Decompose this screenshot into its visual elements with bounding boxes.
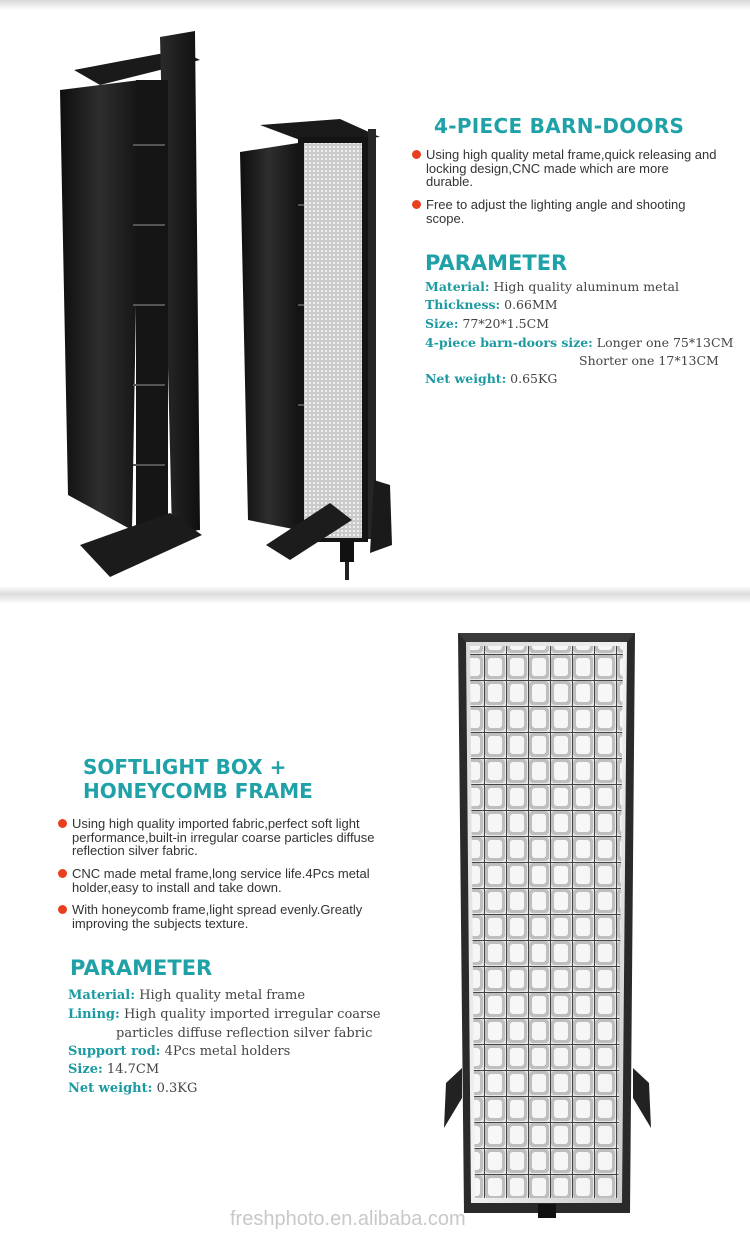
param-thickness: Thickness: 0.66MM <box>425 297 558 312</box>
param2-lining: Lining: High quality imported irregular coarse <box>68 1007 381 1022</box>
bullet-dot-icon <box>58 869 67 878</box>
section2-bullet-3: With honeycomb frame,light spread evenly.Greatly improving the subjects texture. <box>58 903 393 930</box>
param-barn-doors-size: 4-piece barn-doors size: Longer one 75*13CM <box>425 335 734 350</box>
param2-lining-line2: particles diffuse reflection silver fabric <box>116 1026 373 1041</box>
bullet-dot-icon <box>412 150 421 159</box>
param2-net-weight: Net weight: 0.3KG <box>68 1081 198 1096</box>
section2-bullet-1: Using high quality imported fabric,perfect soft light performance,built-in irregular coarse particles diffuse reflection silver fabric. <box>58 817 393 858</box>
param-size: Size: 77*20*1.5CM <box>425 316 549 331</box>
softbox-honeycomb-product-image <box>440 628 655 1224</box>
param2-size: Size: 14.7CM <box>68 1062 160 1077</box>
param-material: Material: High quality aluminum metal <box>425 279 679 294</box>
bullet-dot-icon <box>58 819 67 828</box>
bullet-dot-icon <box>412 200 421 209</box>
section2-bullet-2: CNC made metal frame,long service life.4Pcs metal holder,easy to install and take down. <box>58 867 393 894</box>
top-shadow <box>0 0 750 10</box>
barn-doors-product-image <box>40 25 410 585</box>
watermark-text: freshphoto.en.alibaba.com <box>230 1208 466 1230</box>
section2-title-line2: HONEYCOMB FRAME <box>83 779 313 803</box>
section2-parameter-title: PARAMETER <box>70 956 213 980</box>
section1-bullet-1: Using high quality metal frame,quick releasing and locking design,CNC made which are more durable. <box>412 148 717 189</box>
section2-title-line1: SOFTLIGHT BOX + <box>83 755 287 779</box>
param2-material: Material: High quality metal frame <box>68 988 306 1003</box>
param-barn-doors-size-line2: Shorter one 17*13CM <box>579 353 719 368</box>
section1-bullet-2: Free to adjust the lighting angle and shooting scope. <box>412 198 717 225</box>
section-divider <box>0 586 750 604</box>
bullet-dot-icon <box>58 905 67 914</box>
param-net-weight: Net weight: 0.65KG <box>425 371 558 386</box>
section1-parameter-title: PARAMETER <box>425 251 568 275</box>
section1-title: 4-PIECE BARN-DOORS <box>434 114 685 138</box>
param2-support-rod: Support rod: 4Pcs metal holders <box>68 1044 291 1059</box>
